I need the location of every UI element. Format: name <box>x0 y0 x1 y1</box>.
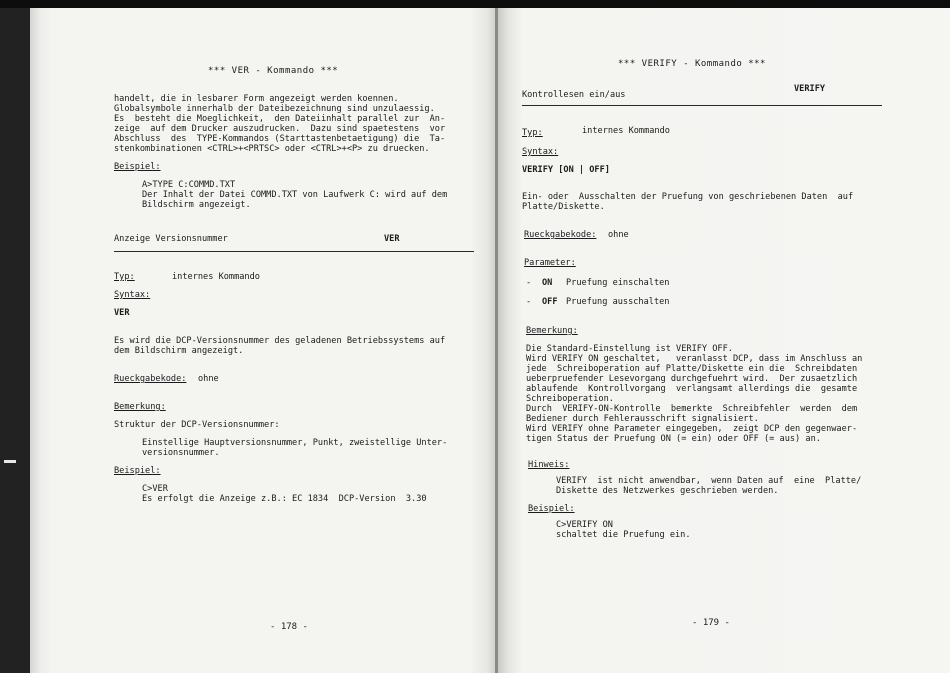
param-desc: Pruefung einschalten <box>566 278 670 288</box>
return-value: ohne <box>608 230 629 240</box>
syntax-value: VERIFY [ON | OFF] <box>522 165 610 175</box>
text-line: stenkombinationen <CTRL>+<PRTSC> oder <CTRL>+<P> zu druecken. <box>114 144 430 154</box>
param-bullet: - <box>526 278 532 288</box>
description-line: Platte/Diskette. <box>522 202 605 212</box>
param-name: ON <box>542 278 553 288</box>
remark-line: ablaufende Kontrollvorgang verlangsamt allerdings die gesamte <box>526 384 858 394</box>
example-command: A>TYPE C:COMMD.TXT <box>142 180 236 190</box>
remark-line: Durch VERIFY-ON-Kontrolle bemerkte Schreibfehler werden dem <box>526 404 858 414</box>
return-label: Rueckgabekode: <box>114 374 187 384</box>
example-desc-line: Bildschirm angezeigt. <box>142 200 251 210</box>
text-line: Es besteht die Moeglichkeit, den Dateiinhalt parallel zur An- <box>114 114 446 124</box>
syntax-label: Syntax: <box>114 290 151 300</box>
typ-label: Typ: <box>114 272 135 282</box>
hint-line: Diskette des Netzwerkes geschrieben werden. <box>556 486 779 496</box>
section-title: Anzeige Versionsnummer <box>114 234 228 244</box>
example-command: C>VERIFY ON <box>556 520 613 530</box>
left-page <box>30 8 495 673</box>
remark-label: Bemerkung: <box>114 402 166 412</box>
example-desc: schaltet die Pruefung ein. <box>556 530 691 540</box>
description-line: dem Bildschirm angezeigt. <box>114 346 244 356</box>
text-line: handelt, die in lesbarer Form angezeigt werden koennen. <box>114 94 399 104</box>
params-label: Parameter: <box>524 258 576 268</box>
remark-line: Wird VERIFY ohne Parameter eingegeben, zeigt DCP den gegenwaer- <box>526 424 858 434</box>
remark-detail-line: Einstellige Hauptversionsnummer, Punkt, zweistellige Unter- <box>142 438 448 448</box>
example-desc: Es erfolgt die Anzeige z.B.: EC 1834 DCP-Version 3.30 <box>142 494 427 504</box>
top-shadow <box>0 0 950 8</box>
edge-mark <box>4 460 16 463</box>
typ-value: internes Kommando <box>582 126 670 136</box>
example-heading: Beispiel: <box>528 504 575 514</box>
remark-line: Die Standard-Einstellung ist VERIFY OFF. <box>526 344 733 354</box>
page-number: - 179 - <box>692 618 730 628</box>
example-command: C>VER <box>142 484 168 494</box>
scanner-left-edge <box>0 8 30 673</box>
text-line: Globalsymbole innerhalb der Dateibezeichnung sind unzulaessig. <box>114 104 435 114</box>
text-line: zeige auf dem Drucker auszudrucken. Dazu sind spaetestens vor <box>114 124 446 134</box>
param-bullet: - <box>526 297 532 307</box>
section-command: VERIFY <box>794 84 826 94</box>
remark-line: Wird VERIFY ON geschaltet, veranlasst DCP, dass im Anschluss an <box>526 354 863 364</box>
param-name: OFF <box>542 297 558 307</box>
remark-line: Bediener durch Fehlerausschrift signalisiert. <box>526 414 759 424</box>
syntax-label: Syntax: <box>522 147 559 157</box>
example-heading: Beispiel: <box>114 466 161 476</box>
remark-text: Struktur der DCP-Versionsnummer: <box>114 420 280 430</box>
section-command: VER <box>384 234 400 244</box>
param-desc: Pruefung ausschalten <box>566 297 670 307</box>
description-line: Es wird die DCP-Versionsnummer des geladenen Betriebssystems auf <box>114 336 446 346</box>
typ-value: internes Kommando <box>172 272 260 282</box>
hint-line: VERIFY ist nicht anwendbar, wenn Daten auf eine Platte/ <box>556 476 862 486</box>
right-page <box>498 8 950 673</box>
remark-line: Schreiboperation. <box>526 394 614 404</box>
example-heading: Beispiel: <box>114 162 161 172</box>
section-rule <box>522 105 882 106</box>
remark-line: tigen Status der Pruefung ON (= ein) oder OFF (= aus) an. <box>526 434 821 444</box>
hint-label: Hinweis: <box>528 460 570 470</box>
page-header: *** VERIFY - Kommando *** <box>618 59 766 69</box>
remark-line: jede Schreiboperation auf Platte/Diskette ein die Schreibdaten <box>526 364 858 374</box>
section-rule <box>114 251 474 252</box>
example-desc-line: Der Inhalt der Datei COMMD.TXT von Laufwerk C: wird auf dem <box>142 190 448 200</box>
remark-label: Bemerkung: <box>526 326 578 336</box>
section-title: Kontrollesen ein/aus <box>522 90 626 100</box>
syntax-value: VER <box>114 308 130 318</box>
remark-line: ueberpruefender Lesevorgang durchgefuehrt wird. Der zusaetzlich <box>526 374 858 384</box>
description-line: Ein- oder Ausschalten der Pruefung von geschriebenen Daten auf <box>522 192 854 202</box>
page-number: - 178 - <box>270 622 308 632</box>
page-header: *** VER - Kommando *** <box>208 66 339 76</box>
return-value: ohne <box>198 374 219 384</box>
text-line: Abschluss des TYPE-Kommandos (Starttastenbetaetigung) die Ta- <box>114 134 446 144</box>
remark-detail-line: versionsnummer. <box>142 448 220 458</box>
typ-label: Typ: <box>522 128 543 138</box>
return-label: Rueckgabekode: <box>524 230 597 240</box>
